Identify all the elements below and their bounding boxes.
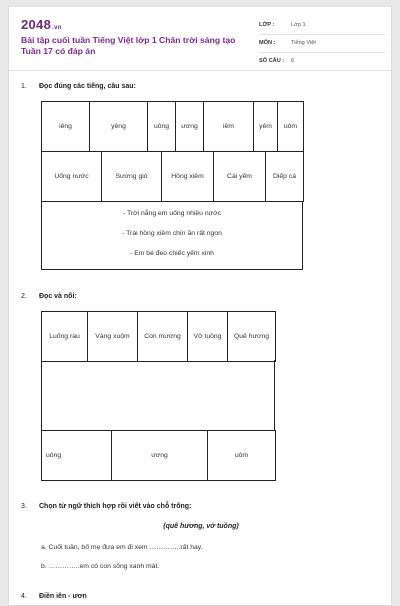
q1-sentences-box [41, 201, 303, 270]
question-text: Đọc đúng các tiếng, câu sau: [39, 83, 136, 90]
question-number: 2. [21, 293, 27, 300]
document-title: Bài tập cuối tuần Tiếng Việt lớp 1 Chân trời sáng tạo Tuần 17 có đáp án [21, 35, 236, 56]
q3-fill-line-b: b. …………..em có con sông xanh mát. [41, 563, 160, 570]
document-meta [259, 19, 385, 73]
word-cell: Sương gió [102, 152, 162, 202]
meta-key: LỚP : [259, 22, 275, 28]
sentence-line: - Trái hồng xiêm chín ăn rất ngon [122, 230, 222, 237]
document-page [8, 6, 392, 606]
q2-rhyme-table [41, 430, 276, 481]
syllable-cell: yêng [90, 102, 148, 152]
word-cell: Cái yếm [214, 152, 266, 202]
meta-value: Lớp 1 [291, 22, 306, 28]
word-cell: Vàng xuộm [88, 312, 138, 362]
question-text: Điền iên - ươn [39, 593, 87, 600]
rhyme-cell: uông [42, 431, 112, 481]
question-text: Đọc và nối: [39, 293, 77, 300]
word-cell: Con mương [138, 312, 188, 362]
sentence-line: - Trời nắng em uống nhiều nước [122, 210, 222, 217]
q1-syllable-table [41, 101, 304, 152]
question-number: 1. [21, 83, 27, 90]
meta-row-class [259, 19, 385, 35]
question-3-title [21, 503, 191, 510]
question-text: Chọn từ ngữ thích hợp rồi viết vào chỗ trống: [39, 503, 192, 510]
syllable-cell: uôm [278, 102, 304, 152]
syllable-cell: uông [148, 102, 176, 152]
q1-word-table [41, 151, 304, 202]
meta-key: SỐ CÂU : [259, 58, 285, 64]
logo-text: 2048 [21, 17, 52, 32]
syllable-cell: iêm [204, 102, 254, 152]
word-cell: Vở tuồng [188, 312, 228, 362]
site-logo[interactable] [21, 17, 62, 32]
q2-word-table [41, 311, 276, 362]
meta-row-question-count [259, 55, 385, 71]
word-cell: Quê hương [228, 312, 276, 362]
q2-connect-area [41, 360, 275, 430]
meta-value: Tiếng Việt [291, 40, 316, 46]
rhyme-cell: uôm [208, 431, 276, 481]
page-header [9, 7, 392, 69]
sentence-line: - Em bé đeo chiếc yếm xinh [130, 250, 214, 257]
meta-key: MÔN : [259, 40, 276, 46]
question-1-title [21, 83, 136, 90]
word-cell: Luống rau [42, 312, 88, 362]
word-cell: Diếp cá [266, 152, 304, 202]
q3-word-hint: (quê hương, vở tuồng) [163, 523, 239, 530]
q3-fill-line-a: a. Cuối tuần, bố mẹ đưa em đi xem …………..rất hay. [41, 544, 203, 551]
rhyme-cell: ương [112, 431, 208, 481]
question-number: 3. [21, 503, 27, 510]
word-cell: Uống nước [42, 152, 102, 202]
logo-suffix: .vn [52, 25, 62, 31]
word-cell: Hồng xiêm [162, 152, 214, 202]
question-number: 4. [21, 593, 27, 600]
syllable-cell: yêm [254, 102, 278, 152]
meta-value: 6 [291, 58, 295, 64]
syllable-cell: iêng [42, 102, 90, 152]
question-2-title [21, 293, 77, 300]
syllable-cell: ương [176, 102, 204, 152]
header-divider [9, 70, 392, 71]
meta-row-subject [259, 37, 385, 53]
question-4-title [21, 593, 87, 600]
